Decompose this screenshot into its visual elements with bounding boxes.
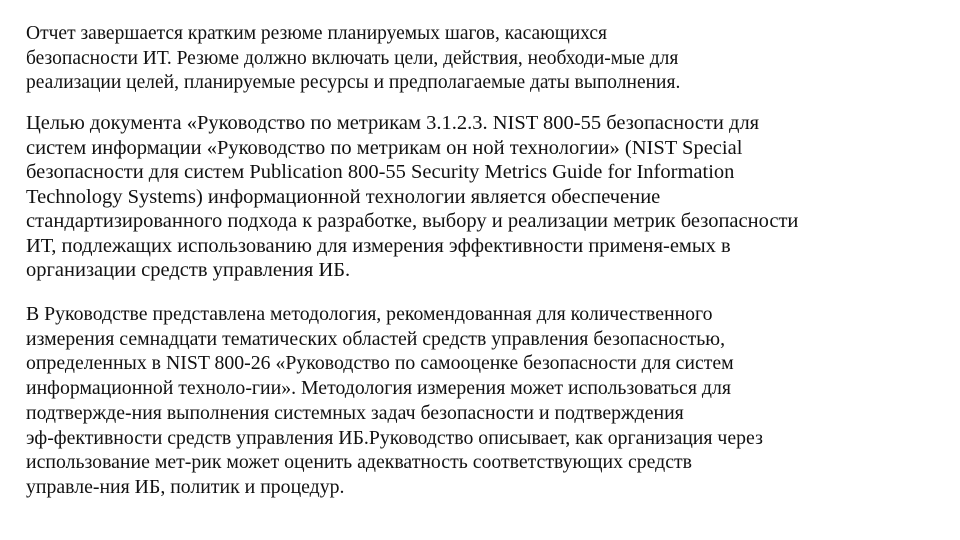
paragraph-purpose: Целью документа «Руководство по метрикам 3.1.2.3. NIST 800-55 безопасности для систем информации «Руководство по метрикам он ной технологии» (NIST Special безопасности для систем Publication 800-55 Security Metrics Guide for Information Technology Systems) информационной технологии является обеспечение стандартизированного подхода к разработке, выбору и реализации метрик безопасности ИТ, подлежащих использованию для измерения эффективности применя-емых в организации средств управления ИБ. (26, 112, 799, 281)
paragraph-methodology: В Руководстве представлена методология, рекомендованная для количественного измерения семнадцати тематических областей средств управления безопасностью, определенных в NIST 800-26 «Руководство по самооценке безопасности для систем информационной техноло-гии». Методология измерения может использоваться для подтвержде-ния выполнения системных задач безопасности и подтверждения эф-фективности средств управления ИБ.Руководство описывает, как организация через использование мет-рик может оценить адекватность соответствующих средств управле-ния ИБ, политик и процедур. (26, 303, 763, 498)
paragraph-summary: Отчет завершается кратким резюме планируемых шагов, касающихся безопасности ИТ. Резюме должно включать цели, действия, необходи-мые для реализации целей, планируемые ресурсы и предполагаемые даты выполнения. (26, 23, 681, 93)
